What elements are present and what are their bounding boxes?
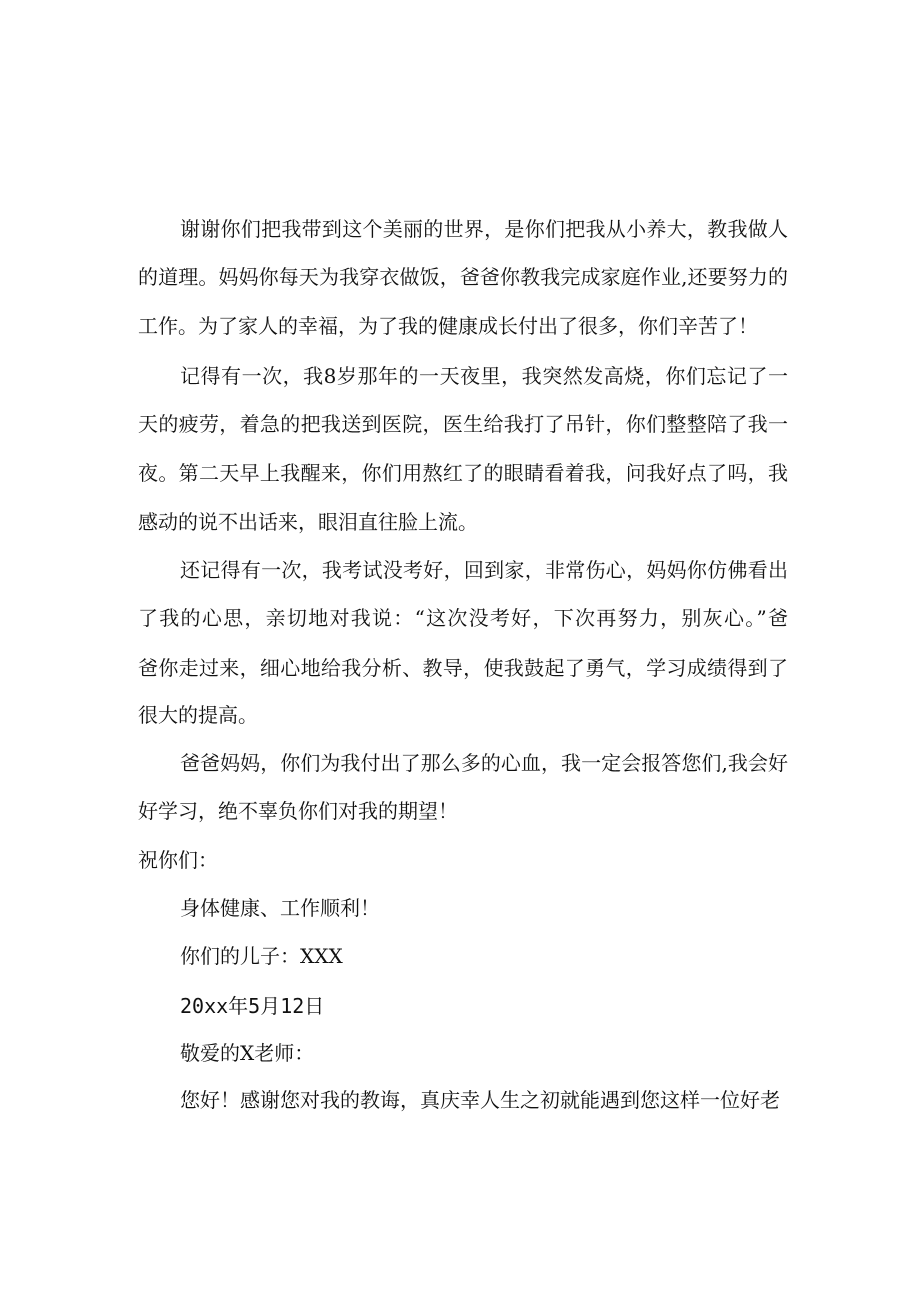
letter1-p2-line2: 天的疲劳，着急的把我送到医院，医生给我打了吊针，你们整整陪了我一 [138, 412, 788, 436]
letter1-p2-line4: 感动的说不出话来，眼泪直往脸上流。 [138, 510, 478, 534]
letter1-p3-line3: 爸你走过来，细心地给我分析、教导，使我鼓起了勇气，学习成绩得到了 [138, 656, 788, 680]
letter1-p3-line4: 很大的提高。 [138, 703, 258, 727]
letter1-closing: 祝你们： [138, 848, 218, 872]
letter1-p2-line3: 夜。第二天早上我醒来，你们用熬红了的眼睛看着我，问我好点了吗，我 [138, 461, 788, 485]
letter1-p1-line3: 工作。为了家人的幸福，为了我的健康成长付出了很多，你们辛苦了！ [138, 314, 758, 338]
letter1-p3-line2: 了我的心思，亲切地对我说：“这次没考好，下次再努力，别灰心。”爸 [138, 606, 788, 630]
letter1-wish: 身体健康、工作顺利！ [180, 896, 380, 920]
letter2-salutation: 敬爱的X老师： [180, 1041, 315, 1065]
letter1-p4-line1: 爸爸妈妈，你们为我付出了那么多的心血，我一定会报答您们,我会好 [180, 751, 788, 775]
letter1-p1-line1: 谢谢你们把我带到这个美丽的世界，是你们把我从小养大，教我做人 [180, 217, 788, 241]
letter1-date: 20xx年5月12日 [180, 994, 325, 1018]
letter1-p2-line1: 记得有一次，我8岁那年的一天夜里，我突然发高烧，你们忘记了一 [180, 364, 788, 388]
letter1-p1-line2: 的道理。妈妈你每天为我穿衣做饭，爸爸你教我完成家庭作业,还要努力的 [138, 265, 788, 289]
letter1-p3-line1: 还记得有一次，我考试没考好，回到家，非常伤心，妈妈你仿佛看出 [180, 558, 788, 582]
letter2-opening-line: 您好！感谢您对我的教诲，真庆幸人生之初就能遇到您这样一位好老 [180, 1088, 780, 1112]
letter1-signature: 你们的儿子：XXX [180, 944, 343, 968]
letter1-p4-line2: 好学习，绝不辜负你们对我的期望！ [138, 799, 458, 823]
